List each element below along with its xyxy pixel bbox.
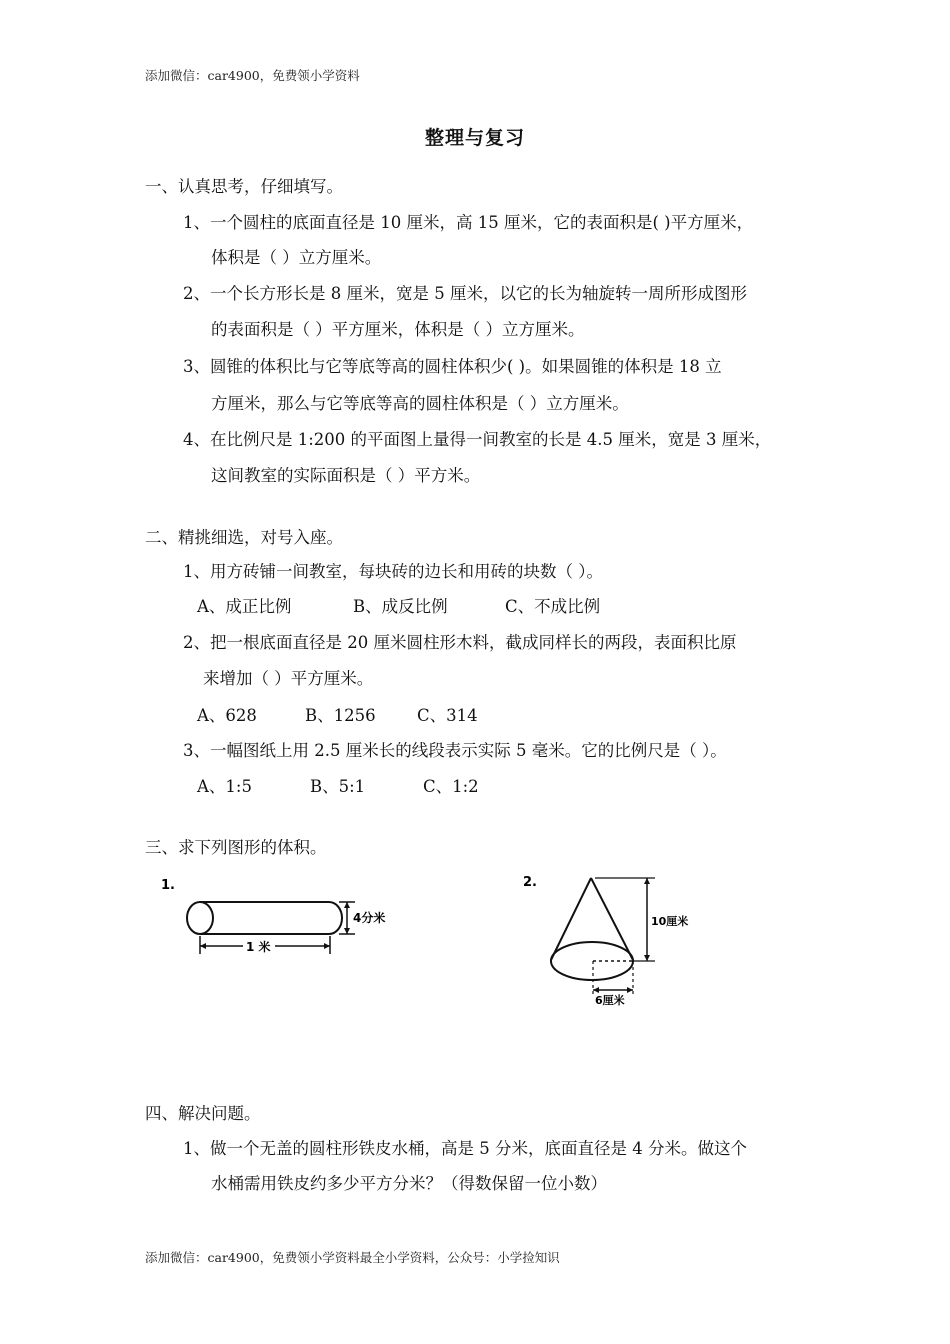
s2-q2-line1: 2、把一根底面直径是 20 厘米圆柱形木料，截成同样长的两段，表面积比原	[183, 633, 737, 652]
s2-q3: 3、一幅图纸上用 2.5 厘米长的线段表示实际 5 毫米。它的比例尺是（ ）。	[183, 741, 727, 760]
section-1-heading: 一、认真思考，仔细填写。	[145, 177, 343, 196]
page-title: 整理与复习	[424, 127, 525, 149]
option-c: C、314	[417, 706, 478, 725]
option-b: B、5:1	[310, 777, 366, 796]
option-b: B、1256	[305, 706, 376, 725]
figure-1-height-label: 4分米	[353, 911, 386, 925]
cone-right-edge	[591, 878, 633, 960]
s1-q4-line1: 4、在比例尺是 1:200 的平面图上量得一间教室的长是 4.5 厘米，宽是 3 厘米，	[183, 430, 772, 449]
page-footer: 添加微信：car4900，免费领小学资料最全小学资料，公众号：小学捡知识	[145, 1250, 560, 1265]
option-a: A、成正比例	[197, 597, 292, 616]
figure-2-height-label: 10厘米	[651, 915, 689, 928]
page-header: 添加微信：car4900，免费领小学资料	[145, 68, 360, 83]
s1-q2-line1: 2、一个长方形长是 8 厘米，宽是 5 厘米，以它的长为轴旋转一周所形成图形	[183, 284, 747, 303]
s4-q1-line2: 水桶需用铁皮约多少平方分米？（得数保留一位小数）	[211, 1174, 607, 1193]
s2-q2-options	[197, 705, 478, 727]
s2-q1-options	[197, 596, 600, 618]
cylinder-left-face	[187, 902, 213, 934]
s1-q3-line2: 方厘米，那么与它等底等高的圆柱体积是（ ）立方厘米。	[211, 394, 629, 413]
option-a: A、1:5	[197, 777, 252, 796]
s1-q4-line2: 这间教室的实际面积是（ ）平方米。	[211, 466, 481, 485]
figure-1-number: 1.	[161, 878, 175, 893]
cone-left-edge	[551, 878, 591, 960]
option-c: C、1:2	[423, 777, 479, 796]
s2-q2-line2: 来增加（ ）平方厘米。	[203, 669, 374, 688]
figure-1-length-label: 1 米	[246, 940, 271, 954]
section-4-heading: 四、解决问题。	[145, 1104, 261, 1123]
option-a: A、628	[197, 706, 257, 725]
s2-q3-options	[197, 776, 479, 798]
figure-1-cylinder	[155, 868, 395, 968]
cylinder-body	[200, 902, 342, 934]
s1-q3-line1: 3、圆锥的体积比与它等底等高的圆柱体积少( )。如果圆锥的体积是 18 立	[183, 357, 722, 376]
figure-2-number: 2.	[523, 875, 537, 890]
option-c: C、不成比例	[505, 597, 601, 616]
figure-2-cone	[515, 868, 705, 1010]
s1-q1-line2: 体积是（ ）立方厘米。	[211, 248, 382, 267]
s1-q2-line2: 的表面积是（ ）平方厘米，体积是（ ）立方厘米。	[211, 320, 585, 339]
s1-q1-line1: 1、一个圆柱的底面直径是 10 厘米，高 15 厘米，它的表面积是( )平方厘米，	[183, 213, 754, 232]
section-2-heading: 二、精挑细选，对号入座。	[145, 528, 343, 547]
cone-base	[551, 942, 633, 980]
s4-q1-line1: 1、做一个无盖的圆柱形铁皮水桶，高是 5 分米，底面直径是 4 分米。做这个	[183, 1139, 747, 1158]
s2-q1: 1、用方砖铺一间教室，每块砖的边长和用砖的块数（ ）。	[183, 562, 603, 581]
figure-2-radius-label: 6厘米	[595, 994, 625, 1007]
option-b: B、成反比例	[353, 597, 448, 616]
section-3-heading: 三、求下列图形的体积。	[145, 838, 327, 857]
